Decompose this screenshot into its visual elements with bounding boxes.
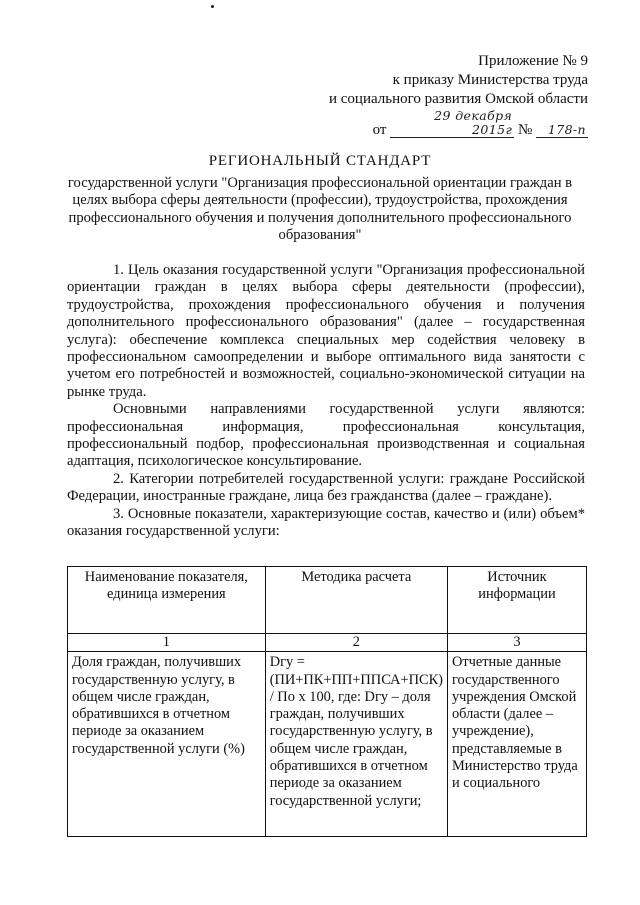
indicators-table: [67, 566, 587, 837]
appendix-line-3: и социального развития Омской области: [328, 91, 588, 107]
paragraph-goal: 1. Цель оказания государственной услуги "Организация профессиональной ориентации граждан в целях выбора сферы деятельности (профессии), трудоустройства, прохождения профессионального обучения и получения дополнительного профессионального образования" (далее – государственная услуга): обеспечение комплекса специальных мер содействия человеку в профессиональном самоопределении и выборе оптимального вида занятости с учетом его потребностей и возможностей, социально-экономической ситуации на рынке труда.: [67, 262, 585, 400]
cell-method: Dгу = (ПИ+ПК+ПП+ППСА+ПСК) / По х 100, где: Dгу – доля граждан, получивших государственную услугу, в общем числе граждан, обратившихся в отчетном периоде за оказанием государственной услуги;: [265, 652, 447, 837]
appendix-header: [228, 52, 588, 140]
scan-speck: [211, 5, 214, 8]
page-title: РЕГИОНАЛЬНЫЙ СТАНДАРТ: [208, 153, 432, 169]
handwritten-date: 29 декабря 2015г: [390, 109, 514, 138]
paragraph-categories: 2. Категории потребителей государственной услуги: граждане Российской Федерации, иностранные граждане, лица без гражданства (далее – граждане).: [67, 470, 585, 505]
appendix-date-line: [373, 109, 588, 140]
date-from-label: от: [372, 122, 387, 138]
appendix-line-1: Приложение № 9: [478, 53, 588, 69]
header-source: Источник информации: [447, 567, 586, 634]
column-number: 3: [447, 634, 586, 652]
column-number: 1: [68, 634, 266, 652]
cell-source: Отчетные данные государственного учреждения Омской области (далее – учреждение), представляемые в Министерство труда и социального: [447, 652, 586, 837]
paragraph-directions: Основными направлениями государственной услуги являются: профессиональная информация, профессиональная консультация, профессиональный подбор, профессиональная производственная и социальная адаптация, психологическое консультирование.: [67, 401, 585, 470]
header-method: Методика расчета: [265, 567, 447, 634]
appendix-line-2: к приказу Министерства труда: [392, 72, 588, 88]
handwritten-number: 178-п: [536, 123, 588, 138]
column-number: 2: [265, 634, 447, 652]
standard-title: [60, 153, 580, 245]
table-number-row: [68, 634, 587, 652]
number-label: №: [517, 122, 533, 138]
table-row: [68, 652, 587, 837]
title-subtitle: государственной услуги "Организация профессиональной ориентации граждан в целях выбора сферы деятельности (профессии), трудоустройства, прохождения профессионального обучения и получения дополнительного профессионального образования": [67, 174, 573, 243]
cell-indicator: Доля граждан, получивших государственную услугу, в общем числе граждан, обратившихся в отчетном периоде за оказанием государственной услуги (%): [68, 652, 266, 837]
paragraph-indicators: 3. Основные показатели, характеризующие состав, качество и (или) объем* оказания государственной услуги:: [67, 505, 585, 540]
table-header-row: [68, 567, 587, 634]
document-body: [67, 262, 585, 541]
header-indicator: Наименование показателя, единица измерения: [68, 567, 266, 634]
